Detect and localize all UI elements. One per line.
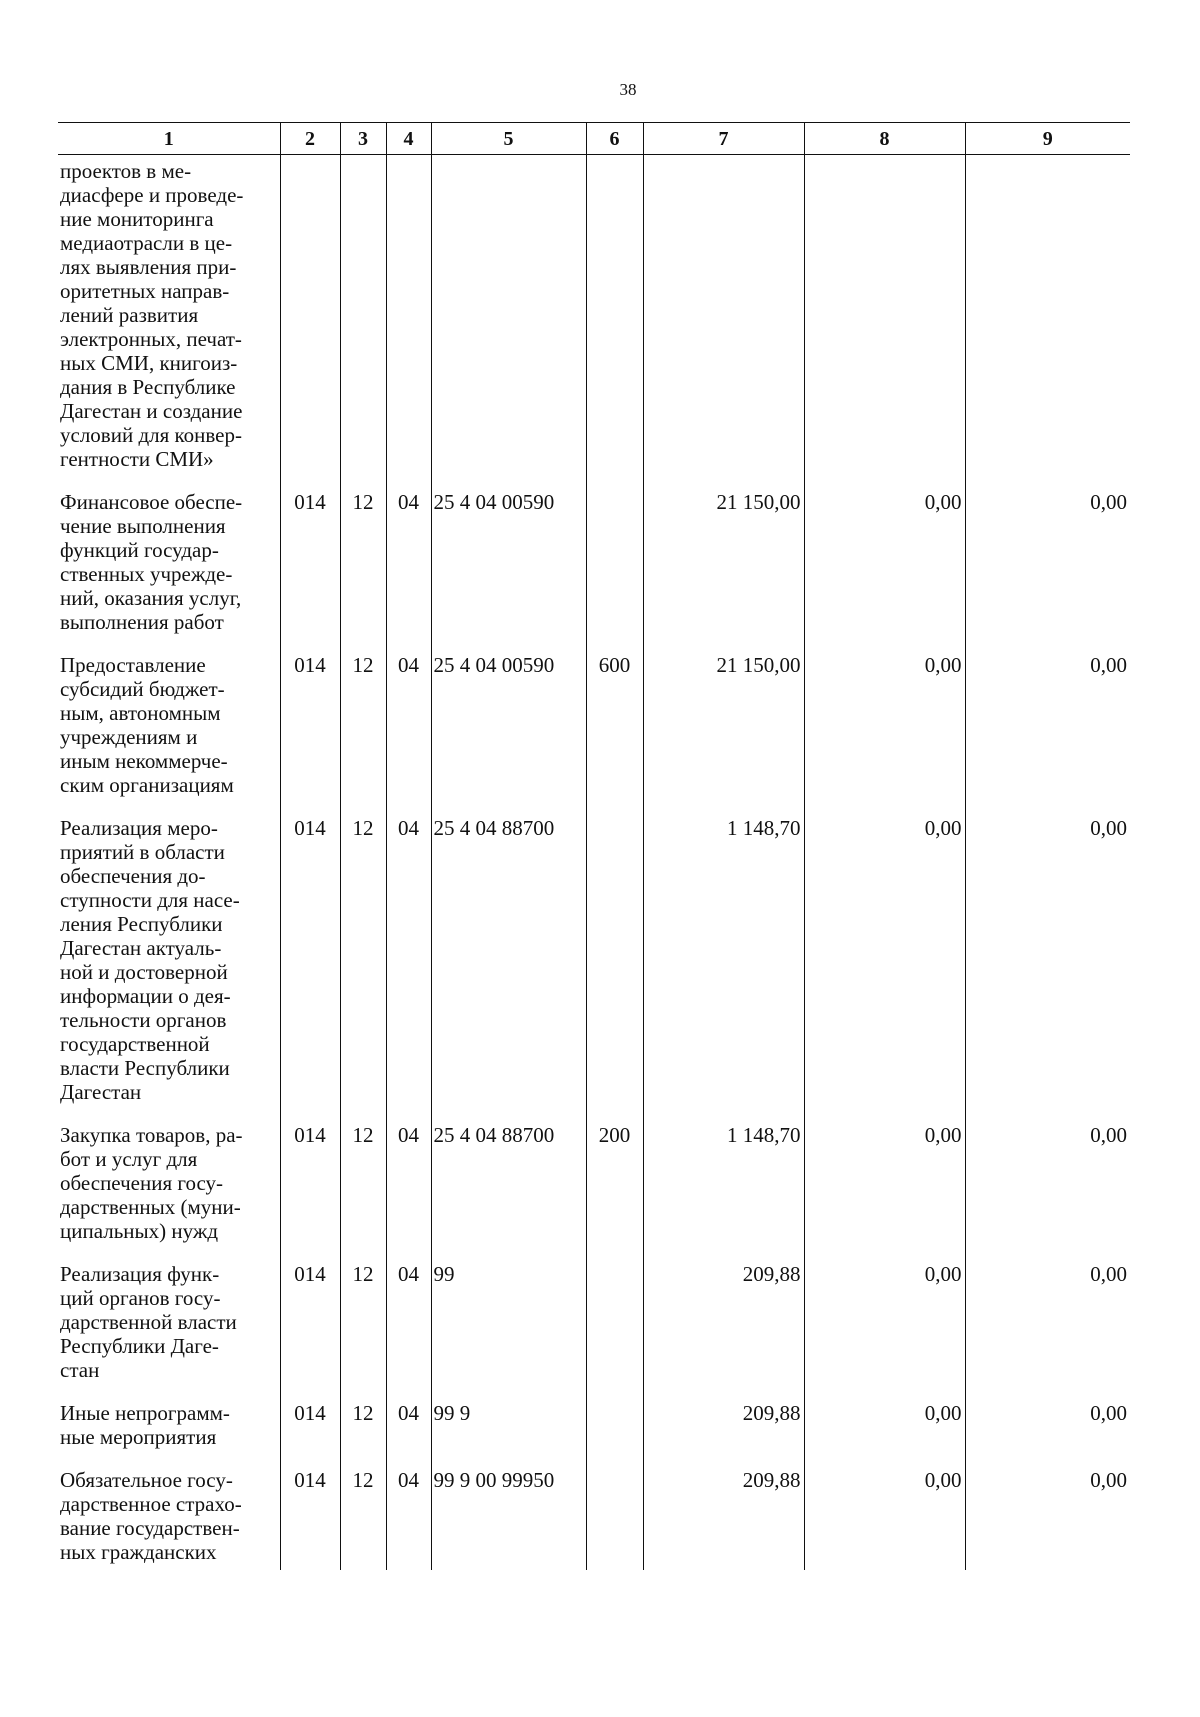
description-line: Предоставление: [60, 653, 206, 677]
cell-description: [58, 816, 280, 1123]
cell-expense-type: [586, 1262, 643, 1401]
description-line: проектов в ме-: [60, 159, 192, 183]
cell-target-code: 25 4 04 00590: [431, 490, 586, 653]
description-line: обеспечения госу-: [60, 1171, 224, 1195]
cell-subsection: 04: [386, 653, 431, 816]
cell-amount-col8: 0,00: [804, 653, 965, 816]
cell-target-code: 25 4 04 88700: [431, 816, 586, 1123]
description-line: Республики Даге-: [60, 1334, 219, 1358]
description-line: ципальных) нужд: [60, 1219, 219, 1243]
description-line: диасфере и проведе-: [60, 183, 244, 207]
description-line: вание государствен-: [60, 1516, 240, 1540]
cell-ministry: 014: [280, 1262, 340, 1401]
cell-target-code: 25 4 04 00590: [431, 653, 586, 816]
cell-section: 12: [340, 1468, 386, 1570]
column-header-4: 4: [386, 123, 431, 155]
column-header-8: 8: [804, 123, 965, 155]
table-row: [58, 1123, 1130, 1262]
cell-amount-col9: 0,00: [965, 1123, 1130, 1262]
cell-description: [58, 1468, 280, 1570]
table-row: [58, 155, 1130, 491]
description-line: ским организациям: [60, 773, 234, 797]
cell-expense-type: [586, 816, 643, 1123]
description-line: функций государ-: [60, 538, 219, 562]
cell-amount-col7: 1 148,70: [643, 816, 804, 1123]
description-line: стан: [60, 1358, 100, 1382]
description-line: информации о дея-: [60, 984, 231, 1008]
cell-ministry: 014: [280, 1468, 340, 1570]
description-line: дарственных (муни-: [60, 1195, 241, 1219]
cell-amount-col7: 209,88: [643, 1401, 804, 1468]
description-line: субсидий бюджет-: [60, 677, 225, 701]
cell-amount-col9: 0,00: [965, 490, 1130, 653]
description-line: Дагестан и создание: [60, 399, 243, 423]
table-row: [58, 653, 1130, 816]
description-line: ных гражданских: [60, 1540, 217, 1564]
cell-amount-col8: 0,00: [804, 816, 965, 1123]
cell-amount-col8: [804, 155, 965, 491]
description-line: Иные непрограмм-: [60, 1401, 230, 1425]
description-line: Реализация функ-: [60, 1262, 220, 1286]
cell-expense-type: [586, 1468, 643, 1570]
cell-ministry: 014: [280, 1123, 340, 1262]
cell-subsection: 04: [386, 816, 431, 1123]
description-line: оритетных направ-: [60, 279, 230, 303]
description-line: ступности для насе-: [60, 888, 240, 912]
cell-section: [340, 155, 386, 491]
cell-subsection: [386, 155, 431, 491]
cell-description: [58, 1123, 280, 1262]
table-row: [58, 1468, 1130, 1570]
cell-description: [58, 490, 280, 653]
cell-subsection: 04: [386, 490, 431, 653]
cell-expense-type: 200: [586, 1123, 643, 1262]
cell-ministry: 014: [280, 653, 340, 816]
cell-ministry: 014: [280, 816, 340, 1123]
description-line: дарственной власти: [60, 1310, 237, 1334]
cell-amount-col7: 209,88: [643, 1468, 804, 1570]
description-line: медиаотрасли в це-: [60, 231, 233, 255]
cell-description: [58, 1262, 280, 1401]
cell-amount-col7: [643, 155, 804, 491]
header-row: [58, 123, 1130, 155]
description-line: иным некоммерче-: [60, 749, 228, 773]
description-line: ственных учрежде-: [60, 562, 233, 586]
cell-section: 12: [340, 1262, 386, 1401]
description-line: Дагестан актуаль-: [60, 936, 222, 960]
cell-section: 12: [340, 816, 386, 1123]
cell-amount-col9: 0,00: [965, 1401, 1130, 1468]
description-line: бот и услуг для: [60, 1147, 198, 1171]
cell-amount-col9: 0,00: [965, 816, 1130, 1123]
column-header-6: 6: [586, 123, 643, 155]
cell-amount-col7: 21 150,00: [643, 653, 804, 816]
cell-amount-col8: 0,00: [804, 1468, 965, 1570]
cell-amount-col8: 0,00: [804, 490, 965, 653]
description-line: тельности органов: [60, 1008, 227, 1032]
cell-target-code: [431, 155, 586, 491]
cell-description: [58, 653, 280, 816]
cell-subsection: 04: [386, 1123, 431, 1262]
cell-target-code: 99 9: [431, 1401, 586, 1468]
description-line: гентности СМИ»: [60, 447, 214, 471]
description-line: государственной: [60, 1032, 210, 1056]
description-line: дарственное страхо-: [60, 1492, 242, 1516]
description-line: Реализация меро-: [60, 816, 218, 840]
cell-expense-type: [586, 155, 643, 491]
description-line: выполнения работ: [60, 610, 224, 634]
cell-amount-col9: 0,00: [965, 1262, 1130, 1401]
cell-expense-type: [586, 490, 643, 653]
cell-target-code: 99: [431, 1262, 586, 1401]
cell-ministry: 014: [280, 1401, 340, 1468]
cell-target-code: 25 4 04 88700: [431, 1123, 586, 1262]
cell-expense-type: [586, 1401, 643, 1468]
cell-subsection: 04: [386, 1468, 431, 1570]
description-line: ных СМИ, книгоиз-: [60, 351, 238, 375]
cell-ministry: 014: [280, 490, 340, 653]
table-row: [58, 816, 1130, 1123]
cell-amount-col8: 0,00: [804, 1401, 965, 1468]
description-line: Обязательное госу-: [60, 1468, 233, 1492]
description-line: учреждениям и: [60, 725, 198, 749]
cell-amount-col7: 209,88: [643, 1262, 804, 1401]
description-line: обеспечения до-: [60, 864, 206, 888]
description-line: ние мониторинга: [60, 207, 214, 231]
description-line: лений развития: [60, 303, 199, 327]
column-header-3: 3: [340, 123, 386, 155]
column-header-9: 9: [965, 123, 1130, 155]
cell-amount-col7: 1 148,70: [643, 1123, 804, 1262]
budget-table: [58, 122, 1130, 1570]
column-header-5: 5: [431, 123, 586, 155]
cell-section: 12: [340, 1401, 386, 1468]
description-line: Дагестан: [60, 1080, 142, 1104]
description-line: ной и достоверной: [60, 960, 228, 984]
description-line: ным, автономным: [60, 701, 221, 725]
description-line: власти Республики: [60, 1056, 230, 1080]
cell-amount-col9: 0,00: [965, 1468, 1130, 1570]
cell-amount-col7: 21 150,00: [643, 490, 804, 653]
column-header-2: 2: [280, 123, 340, 155]
column-header-1: 1: [58, 123, 280, 155]
table-body: [58, 155, 1130, 1571]
cell-subsection: 04: [386, 1262, 431, 1401]
cell-amount-col9: 0,00: [965, 653, 1130, 816]
cell-amount-col9: [965, 155, 1130, 491]
cell-description: [58, 155, 280, 491]
cell-section: 12: [340, 653, 386, 816]
description-line: ций органов госу-: [60, 1286, 221, 1310]
description-line: Финансовое обеспе-: [60, 490, 243, 514]
cell-section: 12: [340, 1123, 386, 1262]
cell-ministry: [280, 155, 340, 491]
cell-subsection: 04: [386, 1401, 431, 1468]
description-line: лях выявления при-: [60, 255, 237, 279]
description-line: электронных, печат-: [60, 327, 242, 351]
cell-expense-type: 600: [586, 653, 643, 816]
column-header-7: 7: [643, 123, 804, 155]
description-line: чение выполнения: [60, 514, 226, 538]
table-row: [58, 1262, 1130, 1401]
cell-section: 12: [340, 490, 386, 653]
table-row: [58, 490, 1130, 653]
description-line: условий для конвер-: [60, 423, 242, 447]
description-line: ные мероприятия: [60, 1425, 217, 1449]
cell-target-code: 99 9 00 99950: [431, 1468, 586, 1570]
description-line: ний, оказания услуг,: [60, 586, 242, 610]
description-line: приятий в области: [60, 840, 225, 864]
description-line: дания в Республике: [60, 375, 236, 399]
page-number: 38: [619, 80, 637, 99]
description-line: Закупка товаров, ра-: [60, 1123, 243, 1147]
description-line: ления Республики: [60, 912, 223, 936]
table-row: [58, 1401, 1130, 1468]
cell-amount-col8: 0,00: [804, 1123, 965, 1262]
cell-description: [58, 1401, 280, 1468]
cell-amount-col8: 0,00: [804, 1262, 965, 1401]
table-header: [58, 123, 1130, 155]
